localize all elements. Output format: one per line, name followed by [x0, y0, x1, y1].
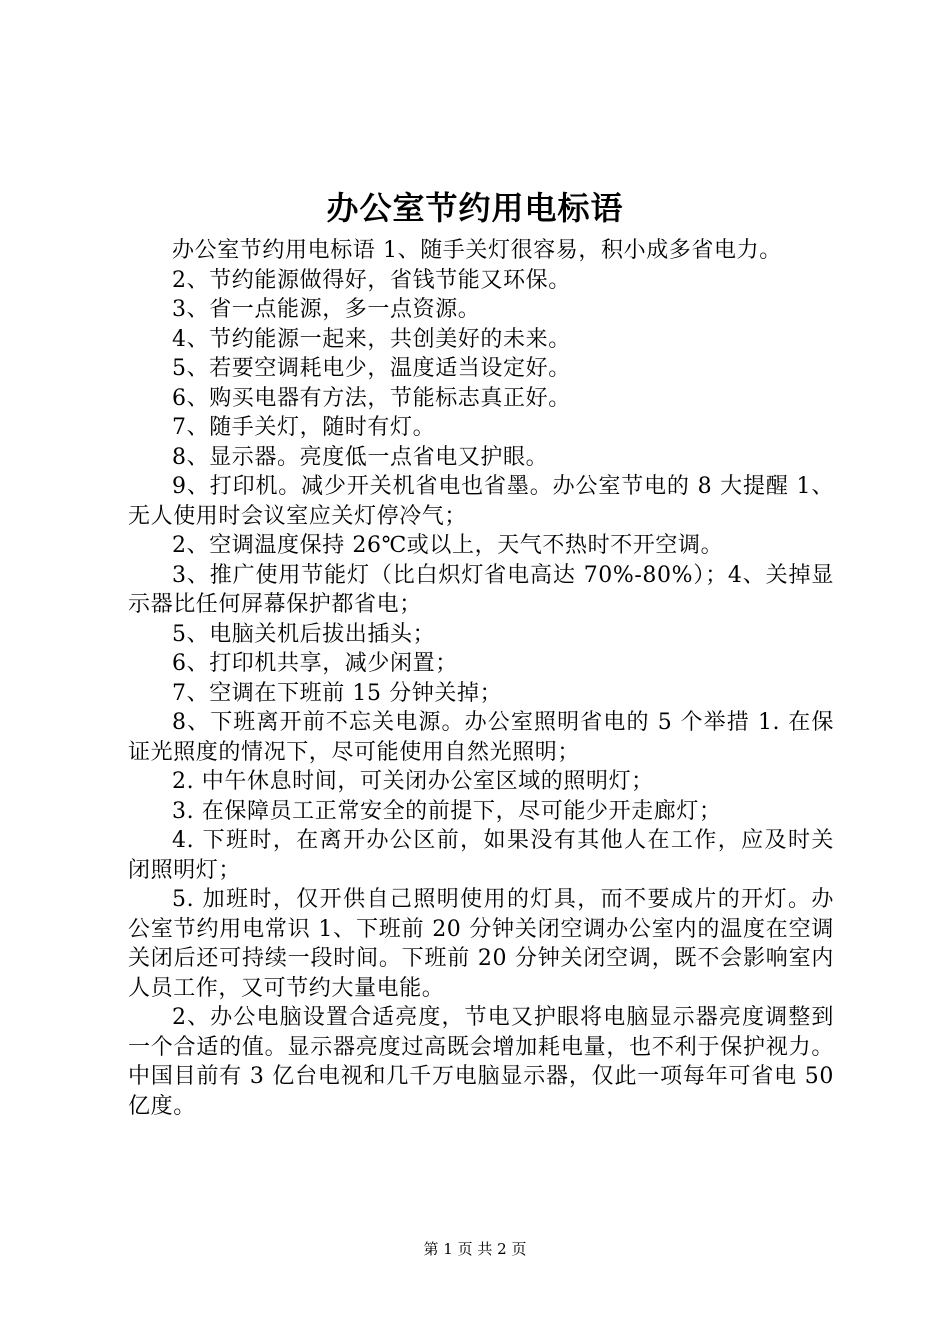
paragraph: 7、空调在下班前 15 分钟关掉； [172, 680, 503, 706]
paragraph: 2、节约能源做得好，省钱节能又环保。 [172, 267, 571, 293]
page-footer: 第 1 页 共 2 页 [423, 1240, 527, 1258]
paragraph: 6、购买电器有方法，节能标志真正好。 [172, 385, 571, 411]
paragraph: 8、下班离开前不忘关电源。办公室照明省电的 5 个举措 1. 在保证光照度的情况下，尽可能使用自然光照明； [128, 710, 834, 765]
paragraph: 4. 下班时，在离开办公区前，如果没有其他人在工作，应及时关闭照明灯； [128, 828, 834, 883]
document-title: 办公室节约用电标语 [326, 189, 624, 227]
paragraph: 4、节约能源一起来，共创美好的未来。 [172, 326, 571, 352]
document-body [128, 236, 834, 1121]
paragraph: 3、省一点能源，多一点资源。 [172, 297, 481, 322]
paragraph: 5、电脑关机后拔出插头； [172, 621, 436, 647]
paragraph: 2. 中午休息时间，可关闭办公室区域的照明灯； [172, 769, 654, 794]
paragraph: 2、办公电脑设置合适亮度，节电又护眼将电脑显示器亮度调整到一个合适的值。显示器亮度过高既会增加耗电量，也不利于保护视力。中国目前有 3 亿台电视和几千万电脑显示器，仅此一项每年可省电 50 亿度。 [128, 1005, 834, 1119]
paragraph: 2、空调温度保持 26℃或以上，天气不热时不开空调。 [172, 533, 724, 558]
paragraph: 3、推广使用节能灯（比白炽灯省电高达 70%-80%）；4、关掉显示器比任何屏幕保护都省电； [128, 562, 834, 617]
paragraph: 7、随手关灯，随时有灯。 [172, 415, 436, 440]
paragraph: 3. 在保障员工正常安全的前提下，尽可能少开走廊灯； [172, 798, 722, 824]
paragraph: 5. 加班时，仅开供自己照明使用的灯具，而不要成片的开灯。办公室节约用电常识 1、下班前 20 分钟关闭空调办公室内的温度在空调关闭后还可持续一段时间。下班前 20 分钟关闭空调，既不会影响室内人员工作，又可节约大量电能。 [128, 887, 834, 1001]
paragraph: 9、打印机。减少开关机省电也省墨。办公室节电的 8 大提醒 1、无人使用时会议室应关灯停冷气； [128, 474, 834, 529]
paragraph: 办公室节约用电标语 1、随手关灯很容易，积小成多省电力。 [172, 238, 782, 263]
paragraph: 6、打印机共享，减少闲置； [172, 651, 458, 676]
paragraph: 5、若要空调耗电少，温度适当设定好。 [172, 356, 571, 381]
paragraph: 8、显示器。亮度低一点省电又护眼。 [172, 444, 549, 470]
